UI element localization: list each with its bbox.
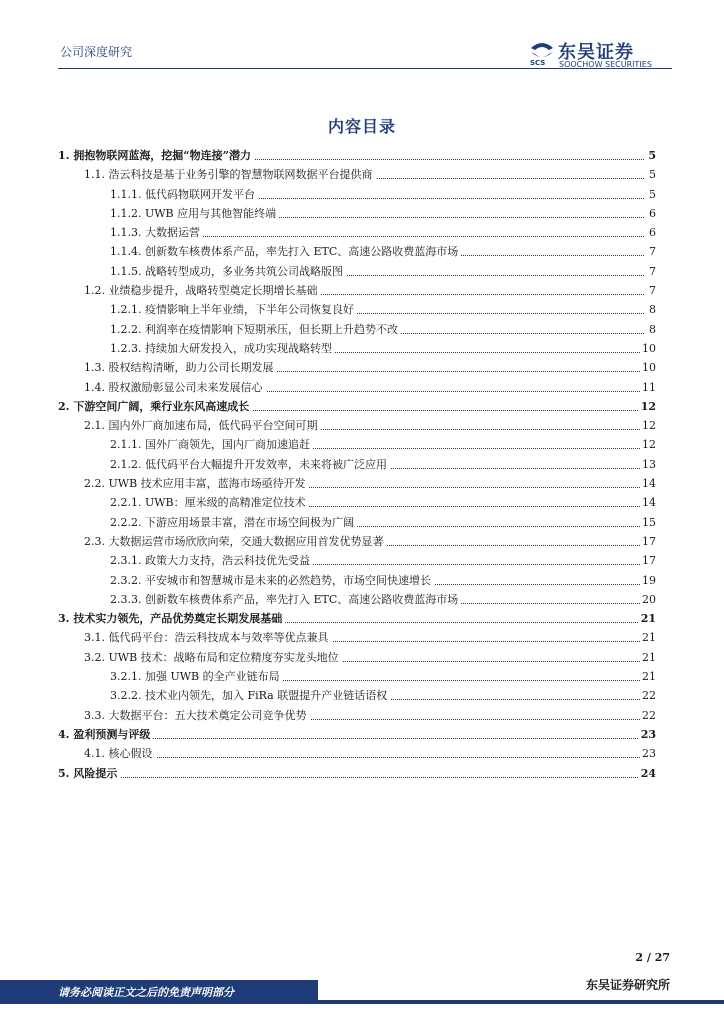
toc-entry-text: 4. 盈利预测与评级 [58,728,153,741]
toc-entry-title [110,435,313,454]
toc-entry-title [110,185,258,204]
toc-entry-title [110,223,203,242]
toc-entry-page: 21 [640,648,656,667]
toc-entry-page: 20 [640,590,656,609]
toc-entry-text: 1.1.1. 低代码物联网开发平台 [110,188,258,201]
brand-abbr: SCS [530,59,546,66]
toc-entry-page: 21 [639,609,656,628]
toc-entry-text: 2.1.1. 国外厂商领先，国内厂商加速追赶 [110,438,313,451]
toc-entry[interactable] [58,300,658,319]
toc-entry-title [84,532,387,551]
toc-entry-page: 11 [640,378,656,397]
toc-entry-page: 14 [640,493,656,512]
toc-entry-title [84,628,332,647]
research-institute: 东吴证券研究所 [585,978,670,992]
toc-entry-text: 1.4. 股权激励彰显公司未来发展信心 [84,381,266,394]
toc-entry-title [58,764,120,783]
toc-entry[interactable] [58,474,658,493]
toc-entry-text: 3.3. 大数据平台：五大技术奠定公司竞争优势 [84,709,310,722]
toc-entry[interactable] [58,609,658,628]
toc-entry-title [84,416,321,435]
toc-entry[interactable] [58,223,658,242]
toc-entry[interactable] [58,204,658,223]
toc-entry[interactable] [58,648,658,667]
toc-entry[interactable] [58,706,658,725]
toc-entry-text: 3.2. UWB 技术：战略布局和定位精度夯实龙头地位 [84,651,342,664]
toc-entry[interactable] [58,416,658,435]
toc-entry-page: 12 [640,435,656,454]
toc-entry-text: 1.3. 股权结构清晰，助力公司长期发展 [84,361,277,374]
toc-entry-page: 6 [647,223,656,242]
toc-entry-title [84,706,310,725]
toc-entry-page: 12 [639,397,656,416]
disclaimer-notice: 请务必阅读正文之后的免责声明部分 [58,986,234,999]
toc-entry[interactable] [58,551,658,570]
toc-entry-text: 1.1.5. 战略转型成功，多业务共筑公司战略版图 [110,265,346,278]
toc-entry-title [110,300,357,319]
toc-entry[interactable] [58,358,658,377]
toc-entry-page: 7 [647,242,656,261]
toc-entry[interactable] [58,281,658,300]
toc-entry-page: 10 [640,339,656,358]
brand-logo-icon [528,40,556,66]
toc-entry-text: 2.1. 国内外厂商加速布局，低代码平台空间可期 [84,419,321,432]
toc-entry-title [110,667,283,686]
toc-entry-title [110,339,335,358]
toc-entry[interactable] [58,590,658,609]
toc-entry-title [110,571,434,590]
toc-entry-text: 1.1. 浩云科技是基于业务引擎的智慧物联网数据平台提供商 [84,168,376,181]
toc-entry-page: 23 [639,725,656,744]
toc-entry[interactable] [58,493,658,512]
toc-entry[interactable] [58,667,658,686]
toc-entry-text: 2.2.1. UWB：厘米级的高精准定位技术 [110,496,309,509]
toc-entry-page: 19 [640,571,656,590]
toc-entry-text: 2.1.2. 低代码平台大幅提升开发效率，未来将被广泛应用 [110,458,390,471]
toc-entry-page: 5 [646,146,656,165]
toc-entry-page: 8 [647,300,656,319]
toc-entry-text: 1.2.2. 利润率在疫情影响下短期承压，但长期上升趋势不改 [110,323,401,336]
toc-entry-text: 2.3. 大数据运营市场欣欣向荣，交通大数据应用首发优势显著 [84,535,387,548]
toc-entry-page: 24 [639,764,656,783]
toc-entry-text: 1.2.1. 疫情影响上半年业绩，下半年公司恢复良好 [110,303,357,316]
toc-entry[interactable] [58,686,658,705]
toc-entry-page: 12 [640,416,656,435]
toc-entry-title [84,358,277,377]
toc-entry[interactable] [58,185,658,204]
toc-entry-text: 1. 拥抱物联网蓝海，挖掘“物连接”潜力 [58,149,254,162]
toc-entry[interactable] [58,339,658,358]
toc-entry-page: 8 [647,320,656,339]
toc-entry-text: 2.2.2. 下游应用场景丰富，潜在市场空间极为广阔 [110,516,357,529]
toc-entry-title [110,493,309,512]
toc-entry-title [110,590,461,609]
toc-entry-text: 2.2. UWB 技术应用丰富，蓝海市场亟待开发 [84,477,309,490]
toc-entry-title [58,146,254,165]
toc-entry-page: 15 [640,513,656,532]
toc-leader-dots [84,757,644,758]
toc-entry-title [84,648,342,667]
toc-entry[interactable] [58,242,658,261]
toc-entry[interactable] [58,397,658,416]
toc-entry-title [58,397,252,416]
toc-entry[interactable] [58,628,658,647]
toc-entry-text: 3. 技术实力领先，产品优势奠定长期发展基础 [58,612,285,625]
brand-name-en: SOOCHOW SECURITIES [559,60,652,69]
toc-entry-title [110,262,346,281]
toc-entry-text: 1.1.3. 大数据运营 [110,226,203,239]
toc-entry[interactable] [58,571,658,590]
toc-entry[interactable] [58,320,658,339]
toc-entry[interactable] [58,513,658,532]
toc-entry-text: 3.1. 低代码平台：浩云科技成本与效率等优点兼具 [84,631,332,644]
toc-entry-title [110,242,461,261]
toc-entry-page: 5 [647,185,656,204]
toc-entry-page: 13 [640,455,656,474]
toc-entry[interactable] [58,435,658,454]
toc-entry-title [84,474,309,493]
header-divider [58,68,672,69]
toc-entry-page: 7 [647,281,656,300]
toc-entry-text: 4.1. 核心假设 [84,747,156,760]
toc-entry-text: 5. 风险提示 [58,767,120,780]
toc-entry-text: 1.2.3. 持续加大研发投入，成功实现战略转型 [110,342,335,355]
toc-entry-page: 6 [647,204,656,223]
toc-entry-text: 1.1.2. UWB 应用与其他智能终端 [110,207,279,220]
toc-entry-title [110,513,357,532]
toc-entry-text: 3.2.2. 技术业内领先，加入 FiRa 联盟提升产业链话语权 [110,689,390,702]
toc-entry-text: 1.2. 业绩稳步提升，战略转型奠定长期增长基础 [84,284,321,297]
toc-entry-page: 21 [640,667,656,686]
toc-entry-text: 2.3.2. 平安城市和智慧城市是未来的必然趋势，市场空间快速增长 [110,574,434,587]
toc-entry-title [110,551,313,570]
toc-entry-page: 17 [640,551,656,570]
toc-entry-page: 22 [640,686,656,705]
toc-entry-text: 2.3.3. 创新数车核费体系产品，率先打入 ETC、高速公路收费蓝海市场 [110,593,461,606]
toc-entry-title [58,725,153,744]
toc-entry[interactable] [58,725,658,744]
table-of-contents [58,146,658,783]
toc-entry-page: 10 [640,358,656,377]
toc-entry[interactable] [58,378,658,397]
toc-entry-title [84,744,156,763]
toc-entry-title [110,204,279,223]
toc-entry-text: 2. 下游空间广阔，乘行业东风高速成长 [58,400,252,413]
toc-entry-title [110,686,390,705]
toc-entry-page: 17 [640,532,656,551]
toc-entry[interactable] [58,262,658,281]
toc-entry[interactable] [58,165,658,184]
toc-entry-title [110,320,401,339]
toc-entry[interactable] [58,455,658,474]
toc-title: 内容目录 [327,117,396,136]
toc-entry-page: 7 [647,262,656,281]
toc-entry-page: 21 [640,628,656,647]
toc-entry-title [58,609,285,628]
toc-entry[interactable] [58,744,658,763]
toc-leader-dots [58,777,644,778]
toc-entry-text: 1.1.4. 创新数车核费体系产品，率先打入 ETC、高速公路收费蓝海市场 [110,245,461,258]
document-type-label: 公司深度研究 [60,45,133,59]
brand-name-cn: 东吴证券 [558,42,634,63]
toc-entry-title [84,281,321,300]
footer-rule [318,1000,724,1004]
toc-entry-page: 14 [640,474,656,493]
toc-entry[interactable] [58,532,658,551]
toc-entry-title [110,455,390,474]
toc-entry-title [84,165,376,184]
toc-entry[interactable] [58,146,658,165]
toc-entry-text: 2.3.1. 政策大力支持，浩云科技优先受益 [110,554,313,567]
page-number: 2 / 27 [635,951,670,964]
toc-entry-title [84,378,266,397]
toc-entry[interactable] [58,764,658,783]
toc-entry-text: 3.2.1. 加强 UWB 的全产业链布局 [110,670,283,683]
toc-entry-page: 5 [647,165,656,184]
toc-entry-page: 22 [640,706,656,725]
toc-entry-page: 23 [640,744,656,763]
